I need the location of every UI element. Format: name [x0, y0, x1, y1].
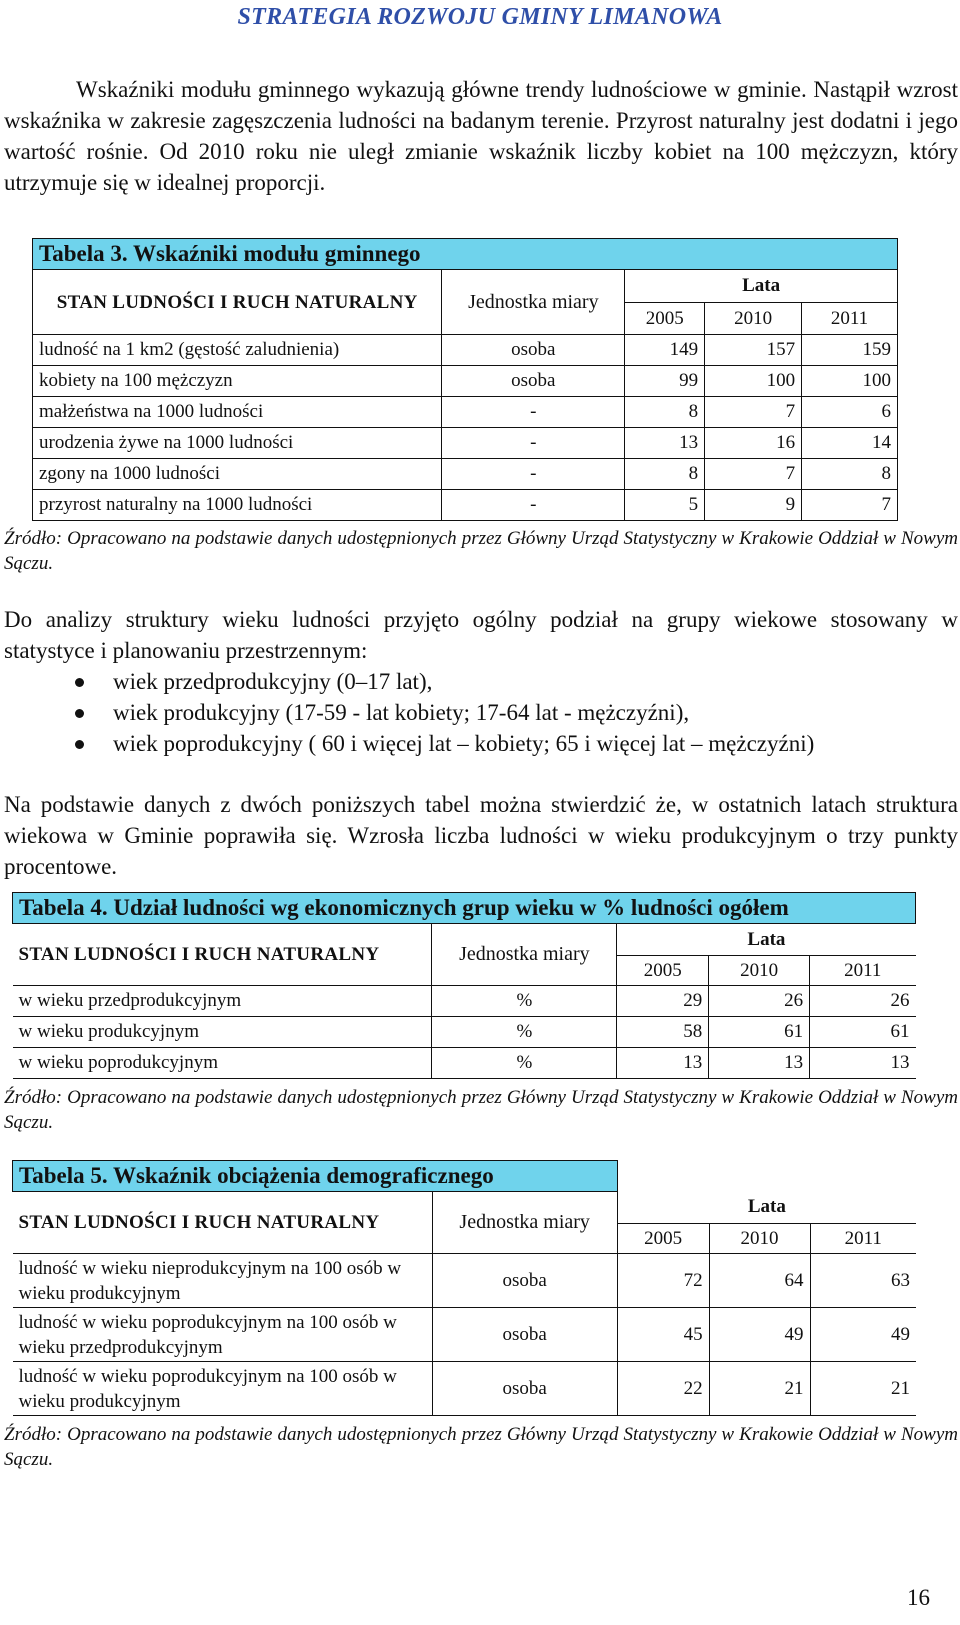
table-cell-label: kobiety na 100 mężczyzn — [33, 366, 442, 397]
table-cell-v2010: 13 — [709, 1048, 810, 1079]
table-row — [33, 335, 898, 366]
table-cell-v2011: 61 — [810, 1017, 916, 1048]
table-cell-label: w wieku produkcyjnym — [13, 1017, 432, 1048]
table-cell-label: ludność w wieku poprodukcyjnym na 100 osób w wieku produkcyjnym — [13, 1362, 433, 1416]
list-item — [0, 697, 814, 728]
table-cell-label: zgony na 1000 ludności — [33, 459, 442, 490]
table-4-col-unit: Jednostka miary — [432, 924, 617, 986]
bullet-icon — [75, 678, 84, 687]
table-cell-v2005: 13 — [617, 1048, 709, 1079]
table-cell-v2005: 5 — [625, 490, 705, 521]
table-cell-unit: % — [432, 986, 617, 1017]
table-cell-v2005: 58 — [617, 1017, 709, 1048]
table-row — [33, 428, 898, 459]
table-cell-v2011: 49 — [810, 1308, 916, 1362]
table-row — [13, 1048, 916, 1079]
table-cell-v2010: 16 — [705, 428, 802, 459]
table-cell-unit: osoba — [432, 1362, 617, 1416]
page-header-title: STRATEGIA ROZWOJU GMINY LIMANOWA — [237, 4, 723, 30]
table-row — [13, 986, 916, 1017]
table-5-year: 2005 — [617, 1224, 709, 1254]
table-cell-label: ludność na 1 km2 (gęstość zaludnienia) — [33, 335, 442, 366]
table-cell-v2010: 157 — [705, 335, 802, 366]
table-cell-v2005: 45 — [617, 1308, 709, 1362]
table-5-year: 2010 — [709, 1224, 810, 1254]
table-cell-unit: osoba — [432, 1254, 617, 1308]
table-3-source: Źródło: Opracowano na podstawie danych udostępnionych przez Główny Urząd Statystyczny w Krakowie Oddział w Nowym Sączu. — [4, 528, 958, 574]
table-cell-v2005: 8 — [625, 459, 705, 490]
bullet-icon — [75, 709, 84, 718]
table-4-col-years: Lata — [617, 924, 916, 956]
table-4 — [12, 892, 916, 1079]
table-4-year: 2010 — [709, 956, 810, 986]
table-5-col-unit: Jednostka miary — [432, 1192, 617, 1254]
table-row — [33, 459, 898, 490]
table-5 — [12, 1160, 916, 1416]
table-cell-unit: osoba — [442, 335, 625, 366]
table-cell-v2010: 100 — [705, 366, 802, 397]
table-cell-v2005: 8 — [625, 397, 705, 428]
list-item-text: wiek przedprodukcyjny (0–17 lat), — [113, 669, 433, 694]
table-cell-v2010: 7 — [705, 397, 802, 428]
table-4-title: Tabela 4. Udział ludności wg ekonomicznych grup wieku w % ludności ogółem — [13, 893, 916, 924]
table-cell-v2010: 49 — [709, 1308, 810, 1362]
table-cell-v2011: 26 — [810, 986, 916, 1017]
list-item — [0, 728, 814, 759]
table-cell-unit: - — [442, 490, 625, 521]
table-cell-v2010: 9 — [705, 490, 802, 521]
table-cell-v2011: 159 — [802, 335, 898, 366]
table-row — [33, 397, 898, 428]
table-3-col-years: Lata — [625, 270, 898, 303]
table-cell-v2011: 63 — [810, 1254, 916, 1308]
table-cell-unit: - — [442, 397, 625, 428]
table-cell-v2010: 64 — [709, 1254, 810, 1308]
table-cell-v2011: 8 — [802, 459, 898, 490]
page-number: 16 — [907, 1585, 930, 1610]
table-cell-label: ludność w wieku nieprodukcyjnym na 100 osób w wieku produkcyjnym — [13, 1254, 433, 1308]
table-row — [13, 1254, 917, 1308]
table-row — [13, 1362, 917, 1416]
table-cell-unit: % — [432, 1017, 617, 1048]
table-3-col-label: STAN LUDNOŚCI I RUCH NATURALNY — [33, 270, 442, 335]
table-cell-v2011: 6 — [802, 397, 898, 428]
table-4-source: Źródło: Opracowano na podstawie danych udostępnionych przez Główny Urząd Statystyczny w Krakowie Oddział w Nowym Sączu. — [4, 1087, 958, 1133]
table-3 — [32, 238, 898, 521]
table-5-year: 2011 — [810, 1224, 916, 1254]
table-cell-label: w wieku poprodukcyjnym — [13, 1048, 432, 1079]
bullet-icon — [75, 740, 84, 749]
table-3-col-unit: Jednostka miary — [442, 270, 625, 335]
table-cell-unit: osoba — [432, 1308, 617, 1362]
table-row — [33, 490, 898, 521]
table-5-col-years: Lata — [617, 1192, 916, 1224]
list-item — [0, 666, 814, 697]
table-cell-v2005: 22 — [617, 1362, 709, 1416]
table-cell-label: ludność w wieku poprodukcyjnym na 100 osób w wieku przedprodukcyjnym — [13, 1308, 433, 1362]
table-5-col-label: STAN LUDNOŚCI I RUCH NATURALNY — [13, 1192, 433, 1254]
table-cell-v2010: 61 — [709, 1017, 810, 1048]
table-4-col-label: STAN LUDNOŚCI I RUCH NATURALNY — [13, 924, 432, 986]
table-3-year: 2011 — [802, 303, 898, 335]
table-cell-v2011: 14 — [802, 428, 898, 459]
table-row — [13, 1017, 916, 1048]
table-cell-label: w wieku przedprodukcyjnym — [13, 986, 432, 1017]
table-cell-label: małżeństwa na 1000 ludności — [33, 397, 442, 428]
table-cell-unit: - — [442, 428, 625, 459]
table-cell-v2011: 21 — [810, 1362, 916, 1416]
table-cell-v2010: 7 — [705, 459, 802, 490]
table-5-title: Tabela 5. Wskaźnik obciążenia demograficznego — [13, 1161, 618, 1192]
table-cell-unit: % — [432, 1048, 617, 1079]
table-cell-unit: - — [442, 459, 625, 490]
table-cell-v2005: 29 — [617, 986, 709, 1017]
table-cell-v2005: 13 — [625, 428, 705, 459]
table-4-year: 2011 — [810, 956, 916, 986]
intro-paragraph: Wskaźniki modułu gminnego wykazują główne trendy ludnościowe w gminie. Nastąpił wzrost wskaźnika w zakresie zagęszczenia ludności na badanym terenie. Przyrost naturalny jest dodatni i jego wartość rośnie. Od 2010 roku nie uległ zmianie wskaźnik liczby kobiet na 100 mężczyzn, który utrzymuje się w idealnej proporcji. — [4, 77, 958, 195]
table-3-title: Tabela 3. Wskaźniki modułu gminnego — [33, 239, 898, 270]
table-cell-v2011: 13 — [810, 1048, 916, 1079]
table-cell-v2005: 72 — [617, 1254, 709, 1308]
table-4-year: 2005 — [617, 956, 709, 986]
table-5-source: Źródło: Opracowano na podstawie danych udostępnionych przez Główny Urząd Statystyczny w Krakowie Oddział w Nowym Sączu. — [4, 1424, 958, 1470]
table-row — [13, 1308, 917, 1362]
table-cell-v2010: 21 — [709, 1362, 810, 1416]
table-cell-unit: osoba — [442, 366, 625, 397]
table-cell-v2011: 7 — [802, 490, 898, 521]
list-item-text: wiek poprodukcyjny ( 60 i więcej lat – kobiety; 65 i więcej lat – mężczyźni) — [113, 731, 815, 756]
age-structure-paragraph: Do analizy struktury wieku ludności przyjęto ogólny podział na grupy wiekowe stosowany w statystyce i planowaniu przestrzennym: — [4, 607, 958, 663]
table-3-year: 2010 — [705, 303, 802, 335]
table-cell-v2011: 100 — [802, 366, 898, 397]
age-groups-list — [0, 666, 814, 759]
table-cell-v2005: 149 — [625, 335, 705, 366]
table-row — [33, 366, 898, 397]
table-cell-v2005: 99 — [625, 366, 705, 397]
conclusion-paragraph: Na podstawie danych z dwóch poniższych tabel można stwierdzić że, w ostatnich latach struktura wiekowa w Gminie poprawiła się. Wzrosła liczba ludności w wieku produkcyjnym o trzy punkty procentowe. — [4, 792, 958, 879]
table-cell-label: przyrost naturalny na 1000 ludności — [33, 490, 442, 521]
table-cell-v2010: 26 — [709, 986, 810, 1017]
table-3-year: 2005 — [625, 303, 705, 335]
list-item-text: wiek produkcyjny (17-59 - lat kobiety; 17-64 lat - mężczyźni), — [113, 700, 690, 725]
table-cell-label: urodzenia żywe na 1000 ludności — [33, 428, 442, 459]
